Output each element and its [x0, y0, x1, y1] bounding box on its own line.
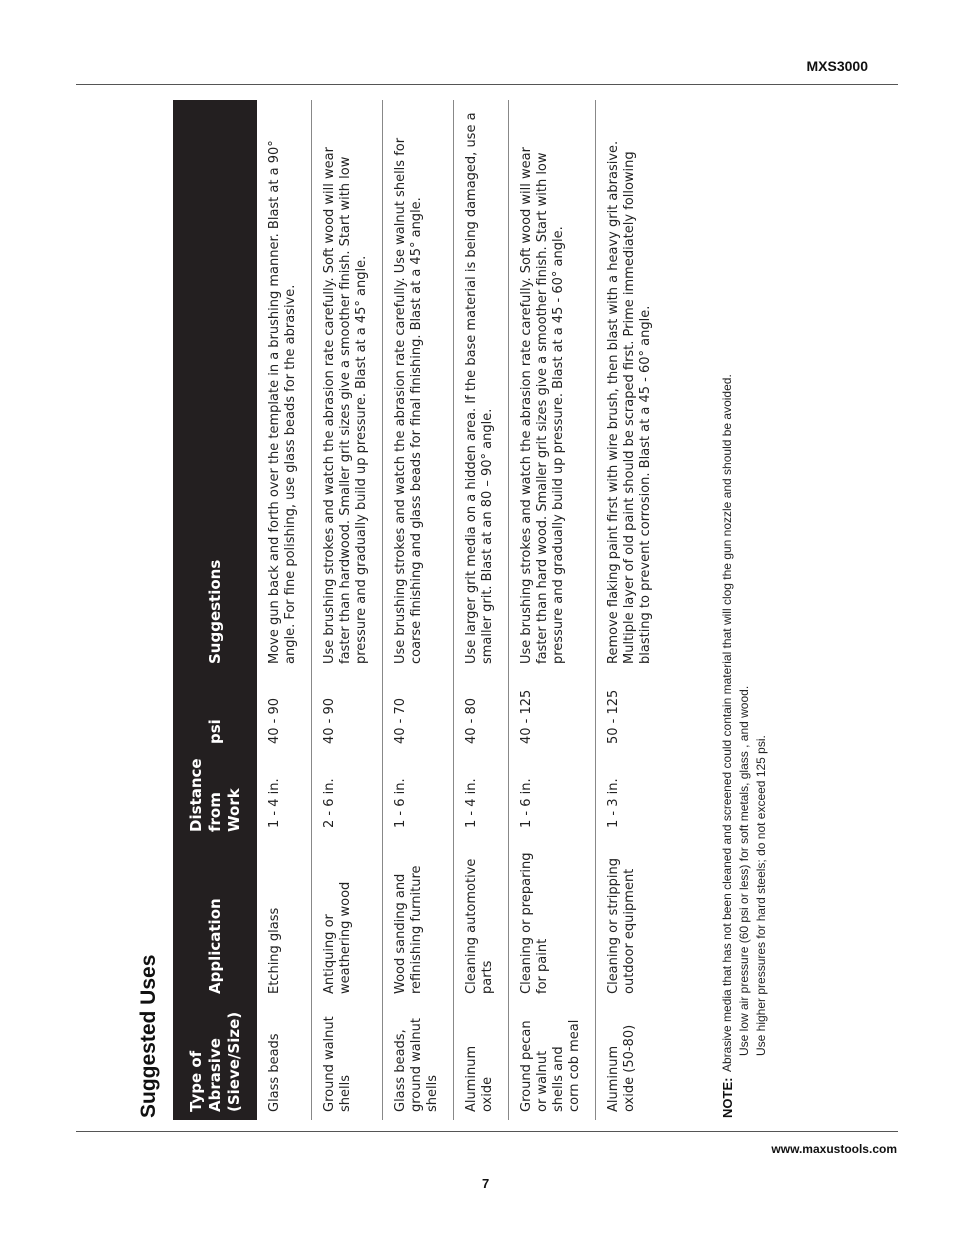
cell-abrasive: Glass beads	[257, 1002, 312, 1120]
cell-suggestions: Move gun back and forth over the template in a brushing manner. Blast at a 90° angle. For fine polishing, use glass beads for the abrasive.	[257, 100, 312, 672]
cell-distance: 1 - 3 in.	[606, 778, 621, 828]
cell-suggestions: Use brushing strokes and watch the abrasion rate carefully. Use walnut shells for coarse finishing and glass beads for final finishing. Blast at a 45° angle.	[383, 100, 454, 672]
note-block	[719, 108, 770, 1118]
cell-psi: 40 - 90	[257, 672, 312, 752]
cell-application: Wood sanding and refinishing furniture	[383, 836, 454, 1002]
header-psi: psi	[205, 719, 224, 744]
cell-suggestions: Use brushing strokes and watch the abrasion rate carefully. Soft wood will wear faster than hardwood. Smaller grit sizes give a smoother finish. Start with low pressure and gradually build up pressure. Blast at a 45° angle.	[312, 100, 383, 672]
cell-application: Etching glass	[257, 836, 312, 1002]
table-row	[312, 100, 383, 1120]
note-line: Abrasive media that has not been cleaned and screened could contain material that will clog the gun nozzle and should be avoided.	[720, 374, 734, 1072]
cell-abrasive: Ground walnut shells	[312, 1002, 383, 1120]
cell-distance: 1 - 6 in.	[383, 752, 454, 836]
website-url: www.maxustools.com	[771, 1142, 897, 1156]
cell-abrasive: Glass beads, ground walnut shells	[383, 1002, 454, 1120]
suggested-uses-table	[173, 100, 666, 1120]
note-label: NOTE:	[720, 1077, 735, 1118]
footer-rule	[76, 1131, 898, 1132]
cell-abrasive: Ground pecan or walnut shells and corn cob meal	[509, 1002, 596, 1120]
cell-distance: 1 - 6 in.	[509, 752, 596, 836]
section-title: Suggested Uses	[137, 954, 160, 1118]
header-rule	[76, 84, 898, 85]
model-number: MXS3000	[806, 58, 868, 74]
cell-abrasive: Aluminum oxide	[454, 1002, 509, 1120]
table-row	[257, 100, 312, 1120]
cell-suggestions: Remove flaking paint first with wire brush, then blast with a heavy grit abrasive. Multiple layer of old paint should be scraped first. Prime immediately following blasting to prevent corrosion. Blast at a 45 - 60° angle.	[606, 140, 653, 664]
note-line: Use higher pressures for hard steels; do not exceed 125 psi.	[754, 735, 768, 1056]
header-distance: Distance from Work	[186, 758, 243, 832]
cell-application: Antiquing or weathering wood	[312, 836, 383, 1002]
cell-application: Cleaning automotive parts	[454, 836, 509, 1002]
rotated-content	[137, 100, 897, 1130]
header-suggestions: Suggestions	[205, 559, 224, 664]
table-row	[596, 100, 667, 1120]
cell-distance: 1 - 4 in.	[454, 752, 509, 836]
cell-application: Cleaning or stripping outdoor equipment	[606, 858, 637, 994]
table-row	[509, 100, 596, 1120]
cell-psi: 40 - 90	[312, 672, 383, 752]
table-row	[383, 100, 454, 1120]
cell-suggestions: Use brushing strokes and watch the abrasion rate carefully. Soft wood will wear faster than hard wood. Smaller grit sizes give a smoother finish. Start with low pressure and gradually build up pressure. Blast at a 45 - 60° angle.	[509, 100, 596, 672]
note-line: Use low air pressure (60 psi or less) for soft metals, glass , and wood.	[737, 685, 751, 1056]
cell-psi: 40 - 70	[383, 672, 454, 752]
cell-psi: 40 - 125	[509, 672, 596, 752]
table-row	[454, 100, 509, 1120]
cell-abrasive: Aluminum oxide (50-80)	[606, 1024, 637, 1112]
header-application: Application	[205, 898, 224, 994]
header-abrasive: Type of Abrasive (Sieve/Size)	[186, 1011, 243, 1112]
table-header-row	[173, 100, 257, 1120]
cell-application: Cleaning or preparing for paint	[509, 836, 596, 1002]
cell-psi: 50 - 125	[606, 689, 621, 744]
cell-distance: 1 - 4 in.	[257, 752, 312, 836]
page-number: 7	[482, 1176, 490, 1191]
cell-psi: 40 - 80	[454, 672, 509, 752]
cell-distance: 2 - 6 in.	[312, 752, 383, 836]
cell-suggestions: Use larger grit media on a hidden area. If the base material is being damaged, use a smaller grit. Blast at an 80 – 90° angle.	[454, 100, 509, 672]
